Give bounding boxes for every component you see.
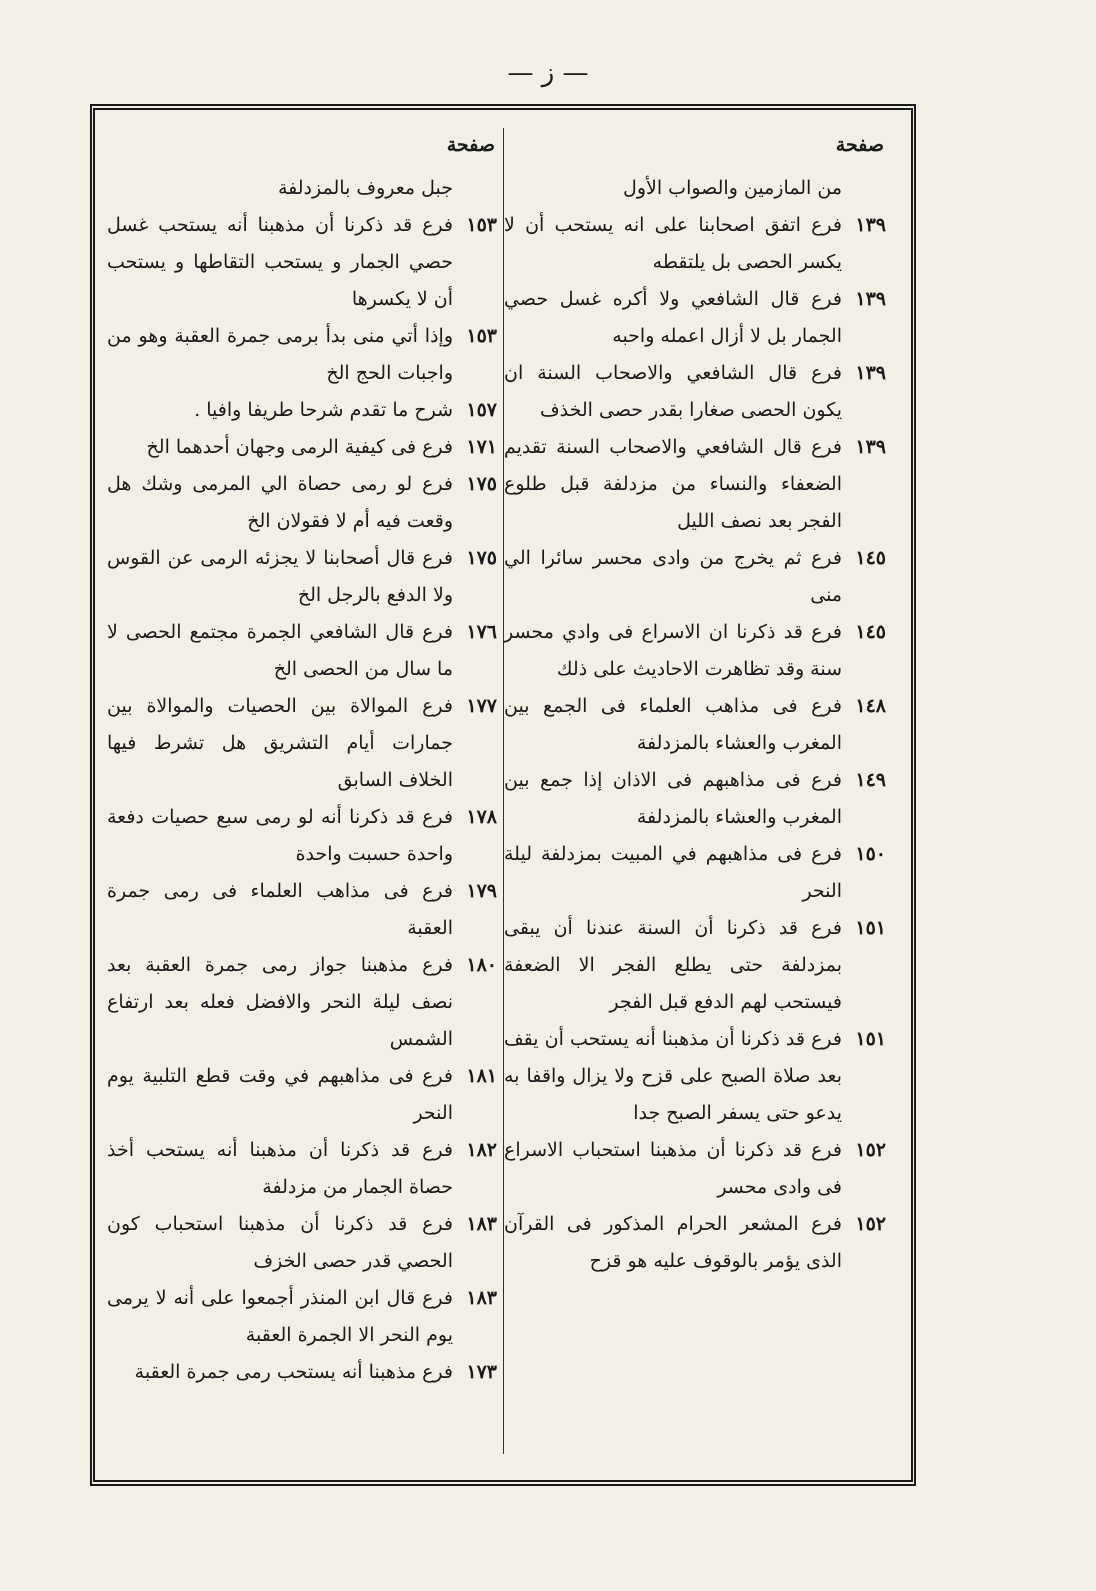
index-entry (103, 1206, 501, 1280)
entry-text: فرع قد ذكرنا أن مذهبنا استحباب الاسراع فى وادى محسر (504, 1139, 842, 1198)
entry-text: فرع قد ذكرنا أن مذهبنا أنه يستحب أخذ حصاة الجمار من مزدلفة (107, 1139, 453, 1198)
entry-text: وإذا أتي منى بدأ برمى جمرة العقبة وهو من واجبات الحج الخ (107, 325, 453, 384)
index-entry (103, 540, 501, 614)
index-entry (500, 836, 890, 910)
entry-page-number: ١٧٩ (466, 880, 497, 902)
entry-page-number: ١٧٥ (466, 473, 497, 495)
index-entry (103, 1280, 501, 1354)
index-entry (500, 910, 890, 1021)
index-entry (103, 1058, 501, 1132)
entry-page-number: ١٣٩ (855, 288, 886, 310)
index-entry (103, 429, 501, 466)
entry-page-number: ١٧٦ (466, 621, 497, 643)
entry-page-number: ١٧٧ (466, 695, 497, 717)
index-entry (103, 614, 501, 688)
index-entry (103, 318, 501, 392)
index-entry (103, 688, 501, 799)
entry-text: فرع فى مذاهبهم فى الاذان إذا جمع بين المغرب والعشاء بالمزدلفة (504, 769, 842, 828)
index-entry (500, 762, 890, 836)
index-entry (500, 1206, 890, 1280)
entry-page-number: ١٧٣ (466, 1361, 497, 1383)
entry-page-number: ١٣٩ (855, 436, 886, 458)
index-entry (103, 799, 501, 873)
entry-page-number: ١٥٢ (855, 1213, 886, 1235)
entry-page-number: ١٨٣ (466, 1287, 497, 1309)
entry-page-number: ١٧٥ (466, 547, 497, 569)
entry-text: فرع مذهبنا جواز رمى جمرة العقبة بعد نصف ليلة النحر والافضل فعله بعد ارتفاع الشمس (107, 954, 453, 1050)
entry-text: فرع قد ذكرنا أن مذهبنا أنه يستحب أن يقف بعد صلاة الصبح على قزح ولا يزال واقفا به يدعو حتى يسفر الصبح جدا (504, 1028, 842, 1124)
entry-text: فرع فى مذاهب العلماء فى رمى جمرة العقبة (107, 880, 453, 939)
entry-page-number: ١٨٠ (466, 954, 497, 976)
index-entry (500, 207, 890, 281)
index-entry (500, 170, 890, 207)
entry-page-number: ١٨١ (466, 1065, 497, 1087)
entry-text: فرع قال الشافعي والاصحاب السنة ان يكون الحصى صغارا بقدر حصى الخذف (504, 362, 842, 421)
entry-page-number: ١٧٨ (466, 806, 497, 828)
index-entry (103, 1354, 501, 1391)
entry-text: فرع لو رمى حصاة الي المرمى وشك هل وقعت فيه أم لا فقولان الخ (107, 473, 453, 532)
entry-page-number: ١٥٢ (855, 1139, 886, 1161)
column-header: صفحة (446, 134, 495, 156)
column-header: صفحة (835, 134, 884, 156)
entry-text: فرع قال أصحابنا لا يجزئه الرمى عن القوس ولا الدفع بالرجل الخ (107, 547, 453, 606)
entry-page-number: ١٥٠ (855, 843, 886, 865)
entry-text: فرع قال الشافعي ولا أكره غسل حصي الجمار بل لا أزال اعمله واحبه (504, 288, 842, 347)
index-entry (500, 429, 890, 540)
entry-text: من المازمين والصواب الأول (623, 177, 842, 199)
entry-text: فرع اتفق اصحابنا على انه يستحب أن لا يكسر الحصى بل يلتقطه (504, 214, 842, 273)
entry-text: فرع المشعر الحرام المذكور فى القرآن الذى يؤمر بالوقوف عليه هو قزح (504, 1213, 842, 1272)
index-entry (103, 947, 501, 1058)
index-entry (103, 466, 501, 540)
entry-page-number: ١٣٩ (855, 362, 886, 384)
entry-page-number: ١٥٧ (466, 399, 497, 421)
index-entry (500, 355, 890, 429)
entry-text: فرع فى مذاهبهم في المبيت بمزدلفة ليلة النحر (504, 843, 842, 902)
entry-text: فرع قد ذكرنا أن السنة عندنا أن يبقى بمزدلفة حتى يطلع الفجر الا الضعفة فيستحب لهم الدفع قبل الفجر (504, 917, 842, 1013)
entry-text: فرع ثم يخرج من وادى محسر سائرا الي منى (504, 547, 842, 606)
index-entry (103, 207, 501, 318)
entry-text: فرع الموالاة بين الحصيات والموالاة بين جمارات أيام التشريق هل تشرط فيها الخلاف السابق (107, 695, 453, 791)
entry-text: فرع فى كيفية الرمى وجهان أحدهما الخ (146, 436, 453, 458)
entry-page-number: ١٤٨ (855, 695, 886, 717)
entry-page-number: ١٨٣ (466, 1213, 497, 1235)
entry-text: فرع قد ذكرنا ان الاسراع فى وادي محسر سنة وقد تظاهرت الاحاديث على ذلك (504, 621, 842, 680)
entry-page-number: ١٨٢ (466, 1139, 497, 1161)
entry-text: فرع فى مذاهب العلماء فى الجمع بين المغرب والعشاء بالمزدلفة (504, 695, 842, 754)
entry-text: فرع مذهبنا أنه يستحب رمى جمرة العقبة (134, 1361, 453, 1383)
entry-text: شرح ما تقدم شرحا طريفا وافيا . (194, 399, 453, 421)
index-entry (500, 614, 890, 688)
index-entry (500, 1021, 890, 1132)
entry-page-number: ١٥٣ (466, 214, 497, 236)
entry-page-number: ١٤٥ (855, 621, 886, 643)
entry-page-number: ١٥٣ (466, 325, 497, 347)
index-column-right (500, 134, 890, 1280)
index-entry (103, 170, 501, 207)
index-entry (500, 281, 890, 355)
index-entry (103, 1132, 501, 1206)
entry-page-number: ١٥١ (855, 917, 886, 939)
entry-text: فرع فى مذاهبهم في وقت قطع التلبية يوم النحر (107, 1065, 453, 1124)
entry-page-number: ١٤٩ (855, 769, 886, 791)
index-entry (500, 540, 890, 614)
entry-text: فرع قد ذكرنا أنه لو رمى سبع حصيات دفعة واحدة حسبت واحدة (107, 806, 453, 865)
entry-text: فرع قال الشافعي والاصحاب السنة تقديم الضعفاء والنساء من مزدلفة قبل طلوع الفجر بعد نصف الليل (504, 436, 842, 532)
page-number: — ز — (507, 58, 589, 88)
entry-page-number: ١٤٥ (855, 547, 886, 569)
entry-page-number: ١٥١ (855, 1028, 886, 1050)
entry-text: فرع قال الشافعي الجمرة مجتمع الحصى لا ما سال من الحصى الخ (107, 621, 453, 680)
entry-text: فرع قد ذكرنا أن مذهبنا استحباب كون الحصي قدر حصى الخزف (107, 1213, 453, 1272)
entry-text: فرع قال ابن المنذر أجمعوا على أنه لا يرمى يوم النحر الا الجمرة العقبة (107, 1287, 453, 1346)
entry-text: جبل معروف بالمزدلفة (277, 177, 453, 199)
index-entry (103, 392, 501, 429)
index-entry (103, 873, 501, 947)
index-column-left (103, 134, 501, 1391)
entry-text: فرع قد ذكرنا أن مذهبنا أنه يستحب غسل حصي الجمار و يستحب التقاطها و يستحب أن لا يكسرها (107, 214, 453, 310)
index-entry (500, 688, 890, 762)
entry-page-number: ١٧١ (466, 436, 497, 458)
entry-page-number: ١٣٩ (855, 214, 886, 236)
index-entry (500, 1132, 890, 1206)
